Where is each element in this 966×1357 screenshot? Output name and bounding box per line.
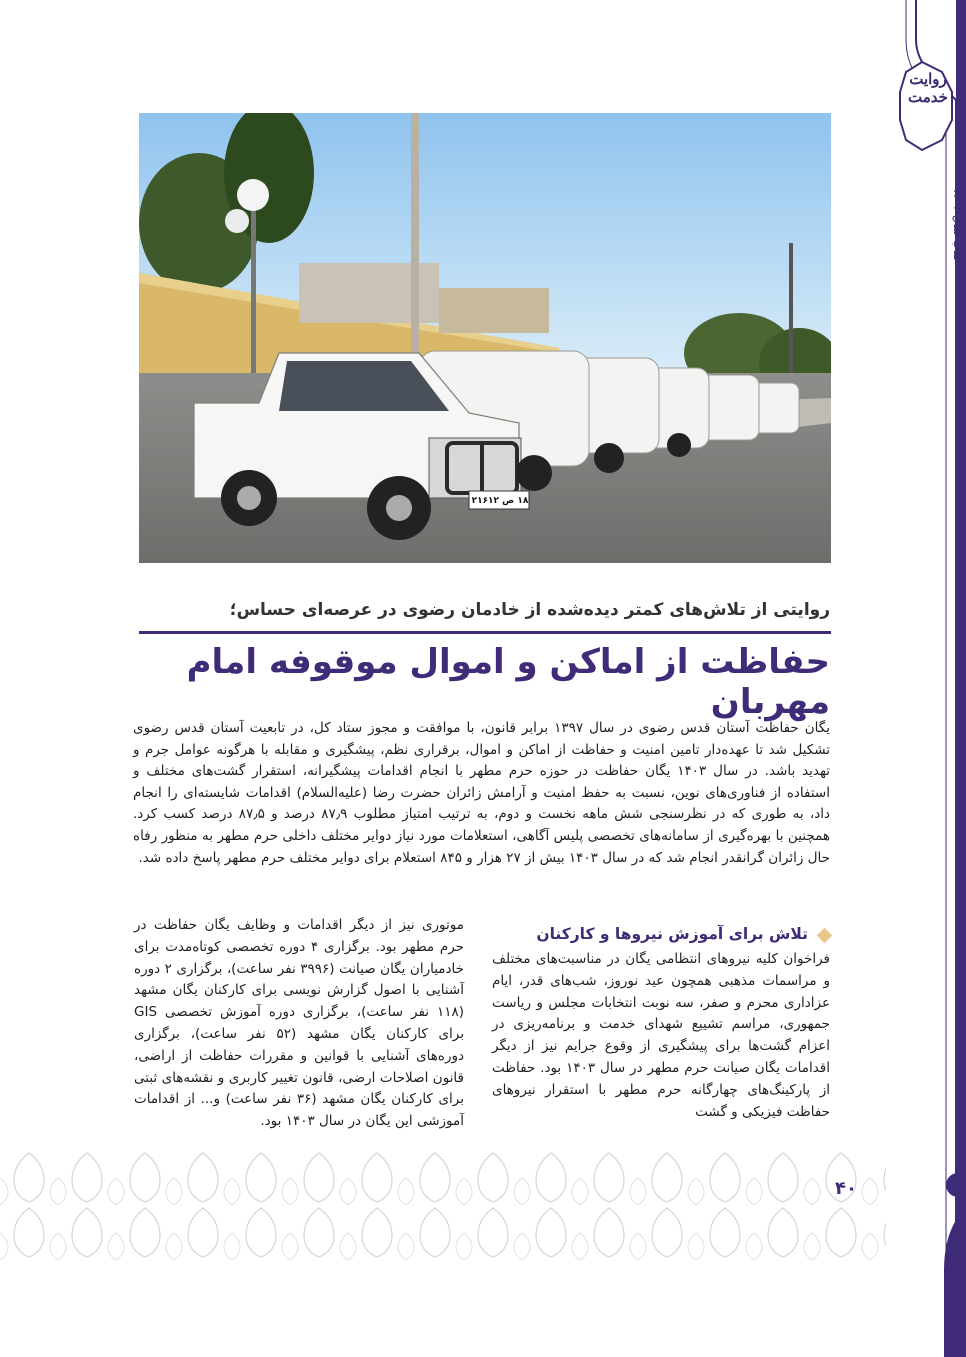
right-column-text: فراخوان کلیه نیروهای انتظامی یگان در مناسبت‌های مختلف و مراسمات مذهبی همچون عید نوروز، شب‌های قدر، ایام عزاداری محرم و صفر، سه نوبت انتخابات مجلس و ریاست جمهوری، مراسم تشییع شهدای خدمت و برنامه‌ریزی در اعزام گشت‌ها برای پیشگیری از وقوع جرایم نیز از دیگر اقدامات یگان صیانت حرم مطهر در سال ۱۴۰۳ بود. حفاظت از پارکینگ‌های چهارگانه حرم مطهر با استقرار نیروهای حفاظت فیزیکی و گشت: [492, 951, 831, 1120]
side-band: [886, 0, 966, 1357]
article-kicker: روایتی از تلاش‌های کمتر دیده‌شده از خادمان رضوی در عرصه‌ای حساس؛: [229, 600, 830, 620]
vertical-caption: کتاب سال ۱۴۰۳: [951, 188, 964, 262]
left-column-text: موتوری نیز از دیگر اقدامات و وظایف یگان حفاظت در حرم مطهر بود. برگزاری ۴ دوره تخصصی کوتاه‌مدت برای خادمیاران یگان صیانت (۳۹۹۶ نفر ساعت)، برگزاری ۲ دوره آشنایی با اصول گزارش نویسی برای کارکنان یگان مشهد (۱۱۸ نفر ساعت)، برگزاری دوره آموزش تخصصی GIS برای کارکنان یگان مشهد (۵۲ نفر ساعت)، برگزاری دوره‌های آشنایی با قوانین و مقررات حفاظت از اراضی، قانون اصلاحات ارضی، قانون تغییر کاربری و نقشه‌های ثبتی برای کارکنان یگان مشهد (۳۶ نفر ساعت) و... از اقدامات آموزشی این یگان در سال ۱۴۰۳ بود.: [134, 917, 465, 1130]
title-divider: [139, 631, 831, 634]
article-photo: [139, 113, 831, 563]
right-column: [492, 925, 830, 1123]
article-intro: یگان حفاظت آستان قدس رضوی در سال ۱۳۹۷ برابر قانون، با موافقت و مجوز ستاد کل، در تابعیت آستان قدس رضوی تشکیل شد تا عهده‌دار تامین امنیت و حفاظت از اماکن و اموال، برقراری نظم، پیشگیری و مقابله با هرگونه عوامل جرم و تهدید باشد. در سال ۱۴۰۳ یگان حفاظت در حوزه حرم مطهر با انجام اقدامات پیشگیرانه، استقرار گشت‌های مختلف و استفاده از فناوری‌های نوین، نسبت به حفظ امنیت و آرامش زائران حضرت رضا (علیه‌السلام) اقدامات شایسته‌ای را انجام داد، به طوری که در نظرسنجی شش ماهه نخست و دوم، به ترتیب امتیاز مطلوب ۸۷٫۹ درصد و ۸۷٫۵ درصد کسب کرد. همچنین با بهره‌گیری از سامانه‌های تخصصی پلیس آگاهی، استعلامات مورد نیاز دوایر مختلف داخلی حرم مطهر به منظور رفاه حال زائران گرانقدر انجام شد که در سال ۱۴۰۳ بیش از ۲۷ هزار و ۸۴۵ استعلام برای دوایر مختلف حرم مطهر پاسخ داده شد.: [133, 720, 831, 866]
license-plate: ۱۸ ص ۲۱۶۱۲: [471, 496, 529, 506]
section-heading: [492, 925, 830, 943]
page-number: ۴۰: [835, 1178, 857, 1199]
footer-pattern: [0, 1150, 886, 1260]
diamond-bullet-icon: [817, 928, 833, 944]
article-title: حفاظت از اماکن و اموال موقوفه امام مهربان: [186, 642, 830, 722]
arch-pattern-icon: [0, 1150, 886, 1260]
logo-text: روایت خدمت: [908, 70, 948, 106]
left-column: [134, 915, 464, 1133]
section-heading-text: تلاش برای آموزش نیروها و کارکنان: [536, 925, 808, 943]
